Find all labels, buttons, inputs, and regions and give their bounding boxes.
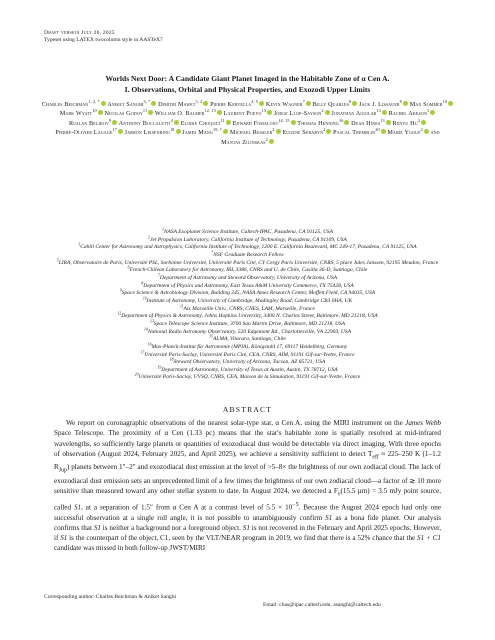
title-line-1: Worlds Next Door: A Candidate Giant Planet Imaged in the Habitable Zone of α Cen A. — [105, 74, 390, 83]
author-name-text: Thomas Henning — [297, 119, 339, 127]
author-name-text: James Mang — [182, 129, 214, 137]
affiliation-number: 10 — [142, 296, 147, 301]
author-email: Email: chas@ipac.caltech.edu, asanghi@caltech.edu — [263, 602, 381, 608]
abstract-text: ) planets between 1″–2″ and exozodiacal dust emission at the level of >5–8× the brightness of our own zodiacal cloud. The lack of exozodiacal dust emission sets an unprecedented limit of a few times the brightness of our own zodiacal cloud—a factor of ≳ 10 more sensitive than measured toward any other stellar system to date. In August 2024, we detected a F — [54, 463, 441, 496]
orcid-icon[interactable] — [344, 120, 349, 125]
author-name-text: Pascal Tremblin — [333, 129, 376, 137]
author-affil-mark: 4, 5 — [251, 99, 259, 104]
affiliation-list — [38, 229, 457, 382]
author-name-text: Laurent Pueyo — [223, 110, 262, 118]
paper-title — [30, 74, 465, 95]
author-conjunction: and — [428, 129, 440, 137]
author-name-text: Marie Ygouf — [387, 129, 421, 137]
author-affil-mark: 9 — [109, 117, 112, 123]
author-name — [266, 101, 311, 108]
orcid-icon[interactable] — [259, 101, 264, 106]
abstract-text-em: S1 — [325, 513, 333, 522]
orcid-icon[interactable] — [174, 120, 179, 125]
author-name-text: Mantas Zilinskas — [221, 138, 266, 146]
orcid-icon[interactable] — [269, 139, 274, 144]
abstract-text: (15.5 µm) = 3.5 mJy point source, called — [54, 487, 441, 512]
author-name — [333, 129, 386, 136]
author-name-text: Max Sommer — [409, 101, 443, 108]
abstract-subscript: Jup — [58, 467, 68, 474]
orcid-icon[interactable] — [421, 120, 426, 125]
affiliation-text: Cahill Center for Astronomy and Astrophysics, California Institute of Technology, 1200 E. California Boulevard, MC 249-17, Pasadena, CA 91125, USA — [80, 244, 417, 251]
affiliation-text: Department of Astronomy, University of Texas at Austin, Austin, TX 78712, USA — [161, 366, 338, 373]
abstract-text-em: S1 — [242, 523, 250, 532]
author-name-text: Aniket Sanghi — [107, 101, 144, 108]
author-name — [274, 110, 330, 117]
orcid-icon[interactable] — [112, 120, 117, 125]
author-affil-mark: 2 — [272, 127, 275, 133]
author-name — [392, 117, 426, 127]
abstract-text-em: S1 + C1 — [417, 534, 441, 543]
orcid-icon[interactable] — [118, 129, 123, 134]
author-name — [331, 110, 386, 117]
orcid-icon[interactable] — [148, 110, 153, 115]
affiliation-number: 7 — [158, 273, 160, 278]
abstract-text-em: S1 — [93, 523, 101, 532]
affiliation-text: Aix Marseille Univ., CNRS, CNES, LAM, Marseille, France — [183, 305, 315, 312]
affiliation-number: * — [211, 250, 214, 255]
author-name-text: Jonathan Aguilar — [331, 110, 377, 118]
author-affil-mark: 2 — [321, 108, 324, 114]
orcid-icon[interactable] — [267, 110, 272, 115]
author-name — [410, 101, 453, 108]
author-name-text: William O. Balmer — [154, 110, 205, 118]
author-affil-mark: 3, * — [143, 99, 151, 104]
author-name-text: Renyu Hu — [392, 119, 418, 127]
author-name-text: Jarron Leisenring — [124, 129, 171, 137]
title-line-2: I. Observations, Orbital and Physical Properties, and Exozodi Upper Limits — [124, 84, 371, 94]
author-name-text: Billy Quarles — [312, 101, 350, 108]
author-name-text: Jack J. Lissauer — [358, 101, 400, 108]
orcid-icon[interactable] — [98, 110, 103, 115]
affiliation-text: Department of Physics and Astronomy, East Texas A&M University Commerce, TX 75428, USA — [143, 282, 354, 289]
author-affil-mark: 10 — [92, 108, 97, 114]
affiliation-number: 16 — [147, 342, 152, 347]
author-affil-mark: 12, 13 — [204, 108, 216, 114]
author-name — [107, 101, 156, 108]
author-list — [36, 100, 459, 147]
author-name — [180, 117, 231, 127]
orcid-icon[interactable] — [430, 110, 435, 115]
orcid-icon[interactable] — [223, 129, 228, 134]
author-name-text: Ruslan Belikov — [68, 119, 110, 127]
abstract-text: ≈ 225–250 K (1–1.2 R — [54, 449, 441, 472]
abstract-text: , at a separation of 1.5″ from α Cen A at a contrast level of 5.5 × 10 — [81, 503, 293, 512]
author-affil-mark: 7 — [302, 99, 305, 104]
author-affil-mark: 11 — [142, 108, 148, 114]
affiliation-number: 3 — [78, 242, 81, 247]
author-name-text: Nicolas Godoy — [104, 110, 143, 118]
author-affil-mark: 1 — [426, 108, 430, 114]
author-name — [230, 129, 281, 136]
affiliation-text: French-Chilean Laboratory for Astronomy, IRL 3386, CNRS and U. de Chile, Casilla 36-D, Santiago, Chile — [129, 267, 368, 274]
affiliation-item — [38, 352, 457, 360]
affiliation-number: 8 — [141, 281, 144, 286]
author-affil-mark: 13 — [376, 108, 381, 114]
author-affil-mark: 4 — [170, 117, 173, 123]
affiliation-item — [38, 374, 457, 382]
abstract-text: as a bona fide planet. Our analysis confirms that — [54, 513, 442, 532]
author-affil-mark: 13 — [380, 117, 385, 123]
author-name — [210, 101, 264, 108]
orcid-icon[interactable] — [403, 101, 408, 106]
author-affil-mark: 14, 15 — [278, 117, 290, 123]
author-affil-mark: 2 — [323, 127, 326, 133]
affiliation-text: Department of Physics & Astronomy, Johns Hopkins University, 3400 N. Charles Street, Baltimore, MD 21218, USA — [121, 313, 378, 320]
orcid-icon[interactable] — [276, 129, 281, 134]
abstract-text: . Because the August 2024 epoch had only one successful observation at a single roll angle, it is not possible to unambiguously confirm — [54, 503, 442, 522]
affiliation-text: Space Science & Astrobiology Division, Building 245, NASA Ames Research Center, Moffett Field, CA 94035, USA — [121, 290, 376, 297]
affiliation-number: 9 — [119, 288, 122, 293]
author-name-text: Michael Ressler — [229, 129, 273, 137]
orcid-icon[interactable] — [151, 101, 156, 106]
abstract-text: is neither a background nor a foreground object. — [100, 523, 243, 532]
orcid-icon[interactable] — [306, 101, 311, 106]
author-name — [359, 101, 408, 108]
author-name — [60, 110, 103, 117]
affiliation-text: LIRA, Observatoire de Paris, Université PSL, Sorbonne Université, Université Paris Cité, CY Cergy Paris Université, CNRS, 5 place Jules Janssen, 92195 Meudon, France — [58, 259, 439, 266]
author-name-text: Mark Wyatt — [59, 110, 93, 118]
affiliation-number: 20 — [134, 372, 139, 377]
affiliation-number: 14 — [144, 327, 148, 332]
author-name-text: Pierre Kervella — [210, 101, 252, 108]
abstract-text-em: S1 — [73, 503, 82, 512]
abstract-text: candidate was missed in both follow-up JWST/MIRI — [54, 544, 206, 553]
abstract-heading: ABSTRACT — [222, 405, 273, 414]
orcid-icon[interactable] — [226, 120, 231, 125]
draft-version: Draft version July 26, 2025 — [44, 30, 115, 36]
author-affil-mark: 20 — [375, 127, 380, 133]
author-name — [313, 101, 358, 108]
affiliation-text: Max-Planck-Institut für Astronomie (MPIA), Königstuhl 17, 69117 Heidelberg, Germany — [151, 343, 348, 350]
author-name — [387, 129, 439, 136]
affiliation-text: National Radio Astronomy Observatory, 520 Edgemont Rd., Charlottesville, VA 22903, USA — [147, 328, 351, 335]
author-name — [125, 129, 181, 136]
author-affil-mark: 2 — [265, 136, 268, 142]
affiliation-item — [38, 344, 457, 352]
author-name — [68, 117, 117, 127]
abstract-subscript: eff — [372, 454, 379, 461]
author-name — [351, 117, 391, 127]
author-affil-mark: 2 — [420, 127, 423, 133]
affiliation-text: Department of Astronomy and Steward Observatory, University of Arizona, USA — [159, 274, 337, 281]
draft-header — [44, 30, 163, 44]
affiliation-text: NSF Graduate Research Fellow — [213, 251, 284, 258]
author-name — [282, 129, 331, 136]
abstract-subscript: ν — [337, 491, 341, 498]
author-name — [232, 117, 296, 127]
abstract-text: is the counterpart of the object, C1, seen by the VLT/NEAR program in 2019, we find that there is a 52% chance that the — [67, 534, 418, 543]
author-affil-mark: 10 — [442, 99, 448, 104]
author-name — [182, 129, 228, 136]
orcid-icon[interactable] — [386, 120, 391, 125]
affiliation-text: Université Paris-Saclay, UVSQ, CNRS, CEA, Maison de la Simulation, 91191 Gif-sur-Yvette, France — [138, 374, 361, 381]
abstract-text-em: S1 — [60, 534, 68, 543]
affiliation-number: 2 — [148, 235, 151, 240]
affiliation-number: 11 — [180, 304, 184, 309]
author-affil-mark: 16 — [338, 117, 344, 123]
author-affil-mark: 18 — [170, 127, 175, 133]
author-name-text: Dimitri Mawet — [158, 101, 196, 108]
author-name — [389, 110, 436, 117]
author-affil-mark: 13 — [261, 108, 267, 114]
author-affil-mark: 2 — [417, 117, 421, 123]
author-name — [158, 101, 208, 108]
affiliation-text: Steward Observatory, University of Arizona, Tucson, AZ 85721, USA — [173, 359, 326, 366]
author-name — [104, 110, 153, 117]
typeset-note: Typeset using LATEX twocolumn style in AASTeX7 — [44, 37, 163, 43]
author-affil-mark: 11 — [220, 117, 225, 123]
author-name-text: Anthony Boccaletti — [118, 119, 171, 127]
author-name — [118, 117, 179, 127]
affiliation-text: Jet Propulsion Laboratory, California Institute of Technology, Pasadena, CA 91109, USA — [150, 236, 347, 243]
affiliation-number: 6 — [127, 265, 130, 270]
author-name — [155, 110, 222, 117]
abstract-text: is not recovered in the February and April 2025 epochs. However, if — [54, 523, 441, 543]
affiliation-text: Institute of Astronomy, University of Cambridge, Madingley Road, Cambridge CB3 0HA, UK — [146, 297, 353, 304]
orcid-icon[interactable] — [325, 110, 330, 115]
author-name — [224, 110, 273, 117]
author-name-text: Rachel Akeson — [388, 110, 427, 118]
orcid-icon[interactable] — [217, 110, 222, 115]
orcid-icon[interactable] — [381, 129, 386, 134]
affiliation-text: NASA Exoplanet Science Institute, Caltech-IPAC, Pasadena, CA 91125, USA — [163, 229, 334, 235]
affiliation-number: 13 — [149, 319, 154, 324]
corresponding-author: Corresponding author: Charles Beichman & Aniket Sanghi — [44, 594, 177, 600]
orcid-icon[interactable] — [291, 120, 296, 125]
affiliation-number: 19 — [157, 365, 162, 370]
author-name-text: Kevin Wagner — [265, 101, 303, 108]
author-name — [221, 136, 274, 146]
author-name-text: Elodie Choquet — [180, 119, 221, 127]
author-name — [297, 117, 349, 127]
author-name-text: Edward Fomalont — [232, 119, 279, 127]
author-name-text: Jorge Llop-Sayson — [273, 110, 322, 118]
abstract-body — [54, 418, 441, 554]
orcid-icon[interactable] — [352, 101, 357, 106]
affiliation-number: 1 — [161, 227, 164, 232]
author-name — [42, 101, 106, 108]
author-affil-mark: 8 — [349, 99, 352, 104]
author-name-text: Dean Hines — [351, 119, 381, 127]
orcid-icon[interactable] — [101, 101, 106, 106]
orcid-icon[interactable] — [203, 101, 208, 106]
abstract-text: Space Telescope. The proximity of α Cen (1.33 pc) means that the star's habitable zone is spatially resolved at mid-infrared wavelengths, so sufficiently large planets or quantities of exozodiacal dust would be detectable via direct imaging. With three epochs of observation (August 2024, February 2025, and April 2025), we achieve a sensitivity sufficient to detect T — [54, 429, 441, 458]
orcid-icon[interactable] — [448, 101, 453, 106]
affiliation-text: Space Telescope Science Institute, 3700 San Martin Drive, Baltimore, MD 21218, USA — [153, 320, 346, 327]
orcid-icon[interactable] — [326, 129, 331, 134]
affiliation-number: 18 — [169, 357, 174, 362]
author-affil-mark: 19, † — [213, 127, 223, 133]
author-affil-mark: 17 — [112, 127, 117, 133]
orcid-icon[interactable] — [382, 110, 387, 115]
affiliation-number: 15 — [209, 334, 213, 339]
author-name-text: Pierre-Olivier Lagage — [55, 129, 113, 137]
author-affil-mark: 1, 2, * — [88, 99, 100, 104]
affiliation-text: Université Paris-Saclay, Université Paris Cité, CEA, CNRS, AIM, 91191 Gif-sur-Yvette, France — [144, 351, 355, 358]
abstract-text: We report on coronagraphic observations of the nearest solar-type star, α Cen A, using the MIRI instrument on the — [66, 419, 406, 427]
orcid-icon[interactable] — [176, 129, 181, 134]
affiliation-number: 17 — [140, 350, 145, 354]
author-name-text: Charles Beichman — [41, 101, 89, 108]
author-affil-mark: 9 — [399, 99, 402, 104]
affiliation-text: ALMA, Vitacura, Santiago, Chile — [212, 336, 286, 343]
author-name-text: Eugene Serabyn — [282, 129, 324, 137]
abstract-superscript: −5 — [292, 502, 299, 509]
affiliation-number: 12 — [117, 311, 122, 316]
abstract-text-em: James Webb — [405, 419, 442, 427]
author-affil-mark: 3, 2 — [195, 99, 203, 104]
author-name — [55, 129, 123, 136]
affiliation-number: 5 — [56, 258, 59, 263]
